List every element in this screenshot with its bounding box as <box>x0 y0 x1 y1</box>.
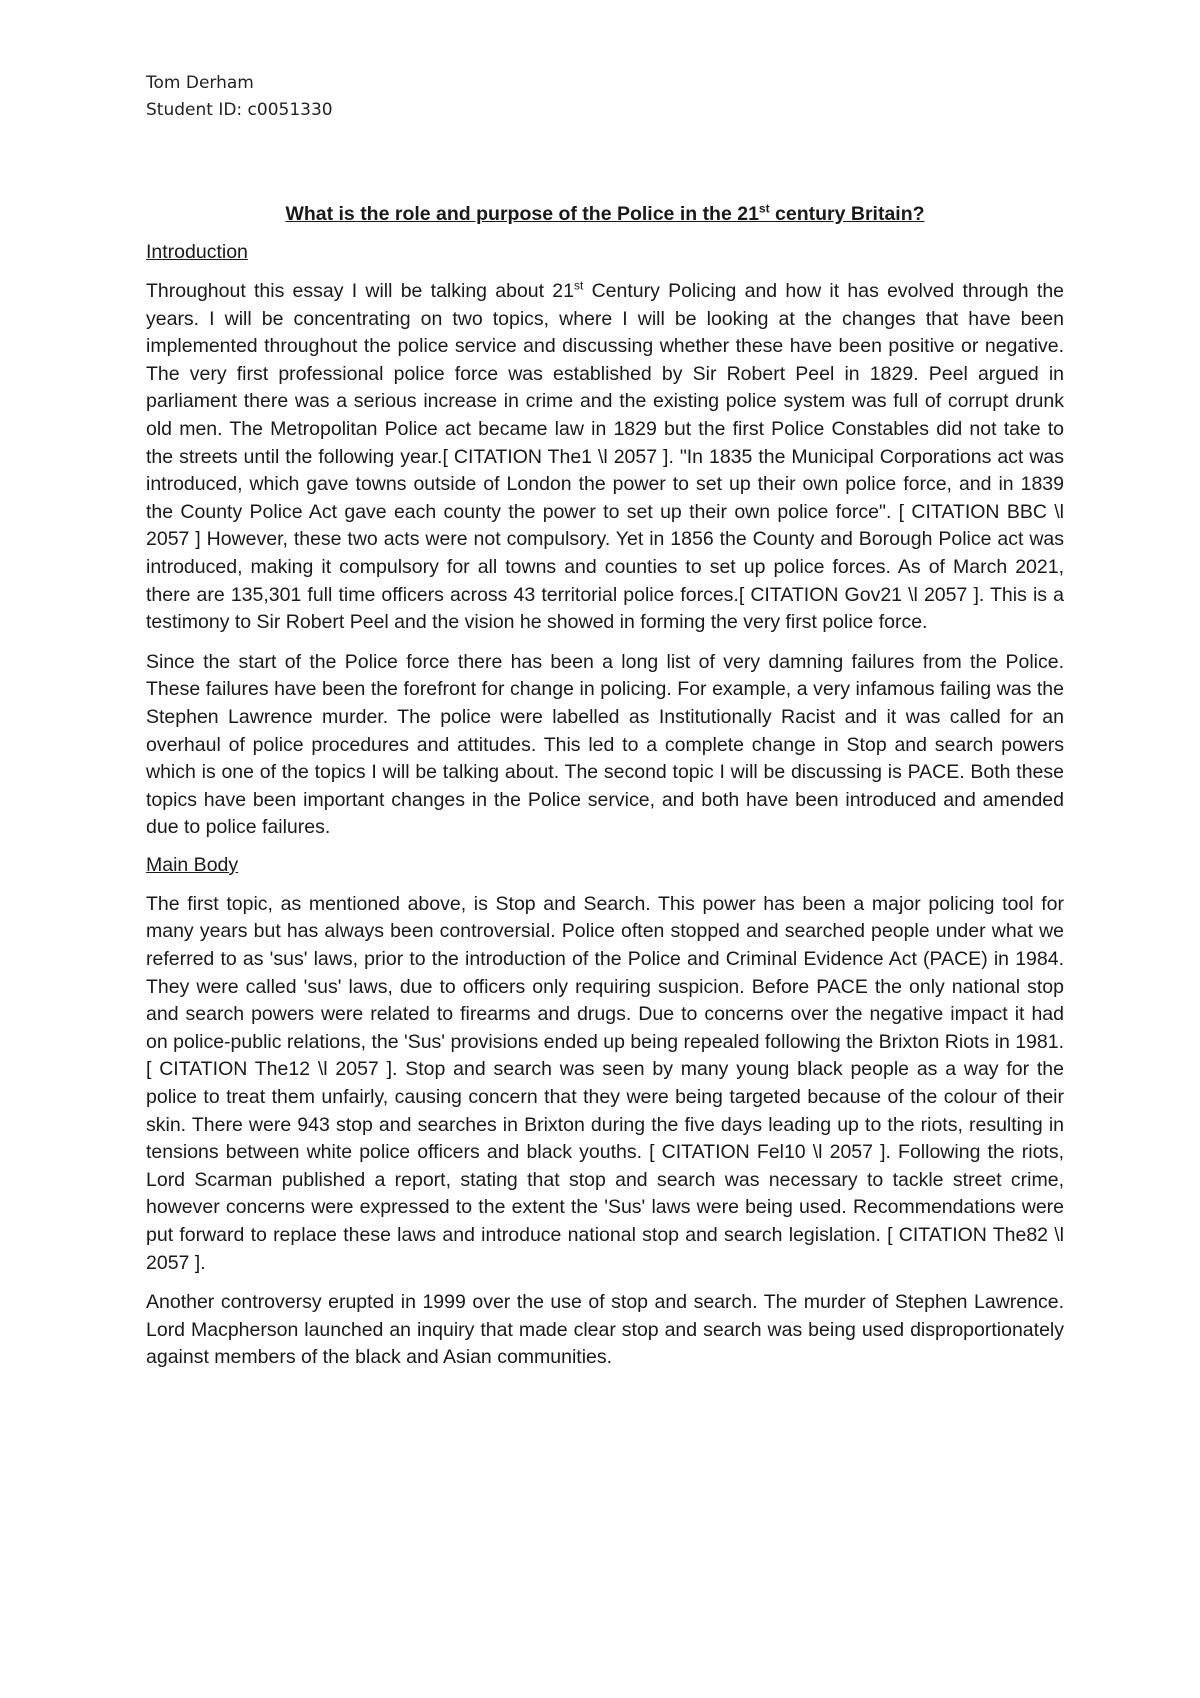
main-body-heading: Main Body <box>146 853 239 876</box>
introduction-paragraph-2: Since the start of the Police force there has been a long list of very damning failures from the Police. These failures have been the forefront for change in policing. For example, a very infamous failing was the Stephen Lawrence murder. The police were labelled as Institutionally Racist and it was called for an overhaul of police procedures and attitudes. This led to a complete change in Stop and search powers which is one of the topics I will be talking about. The second topic I will be discussing is PACE. Both these topics have been important changes in the Police service, and both have been introduced and amended due to police failures. <box>146 650 1064 839</box>
intro-p1-start: Throughout this essay I will be talking about 21 <box>146 280 574 302</box>
intro-p1-rest: Century Policing and how it has evolved through the years. I will be concentrating on two topics, where I will be looking at the changes that have been implemented throughout the police service and discussing whether these have been positive or negative. The very first professional police force was established by Sir Robert Peel in 1829. Peel argued in parliament there was a serious increase in crime and the existing police system was full of corrupt drunk old men. The Metropolitan Police act became law in 1829 but the first Police Constables did not take to the streets until the following year.[ CITATION The1 \l 2057 ]. "In 1835 the Municipal Corporations act was introduced, which gave towns outside of London the power to set up their own police force, and in 1839 the County Police Act gave each county the power to set up their own police force". [ CITATION BBC \l 2057 ] However, these two acts were not compulsory. Yet in 1856 the County and Borough Police act was introduced, making it compulsory for all towns and counties to set up police forces. As of March 2021, there are 135,301 full time officers across 43 territorial police forces.[ CITATION Gov21 \l 2057 ]. This is a testimony to Sir Robert Peel and the vision he showed in forming the very first police force. <box>146 280 1065 634</box>
main-body-paragraph-2: Another controversy erupted in 1999 over the use of stop and search. The murder of Stephen Lawrence. Lord Macpherson launched an inquiry that made clear stop and search was being used disproportionately against members of the black and Asian communities. <box>146 1291 1064 1369</box>
introduction-heading: Introduction <box>146 241 248 263</box>
essay-title <box>146 199 1064 229</box>
introduction-paragraph-1 <box>146 278 1064 637</box>
essay-title-text: What is the role and purpose of the Police in the 21 <box>285 203 759 225</box>
main-body-paragraph-1: The first topic, as mentioned above, is Stop and Search. This power has been a major policing tool for many years but has always been controversial. Police often stopped and searched people under what we referred to as 'sus' laws, prior to the introduction of the Police and Criminal Evidence Act (PACE) in 1984. They were called 'sus' laws, due to officers only requiring suspicion. Before PACE the only national stop and search powers were related to firearms and drugs. Due to concerns over the negative impact it had on police-public relations, the 'Sus' provisions ended up being repealed following the Brixton Riots in 1981. [ CITATION The12 \l 2057 ]. Stop and search was seen by many young black people as a way for the police to treat them unfairly, causing concern that they were being targeted because of the colour of their skin. There were 943 stop and searches in Brixton during the five days leading up to the riots, resulting in tensions between white police officers and black youths. [ CITATION Fel10 \l 2057 ]. Following the riots, Lord Scarman published a report, stating that stop and search was necessary to tackle street crime, however concerns were expressed to the extent the 'Sus' laws were being used. Recommendations were put forward to replace these laws and introduce national stop and search legislation. [ CITATION The82 \l 2057 ]. <box>146 892 1065 1274</box>
student-id: Student ID: c0051330 <box>146 100 333 120</box>
essay-title-sup: st <box>758 201 770 216</box>
essay-title-text-end: century Britain? <box>769 203 925 225</box>
intro-p1-sup: st <box>573 278 584 293</box>
author-name: Tom Derham <box>146 73 254 93</box>
document-page <box>146 70 1064 1372</box>
